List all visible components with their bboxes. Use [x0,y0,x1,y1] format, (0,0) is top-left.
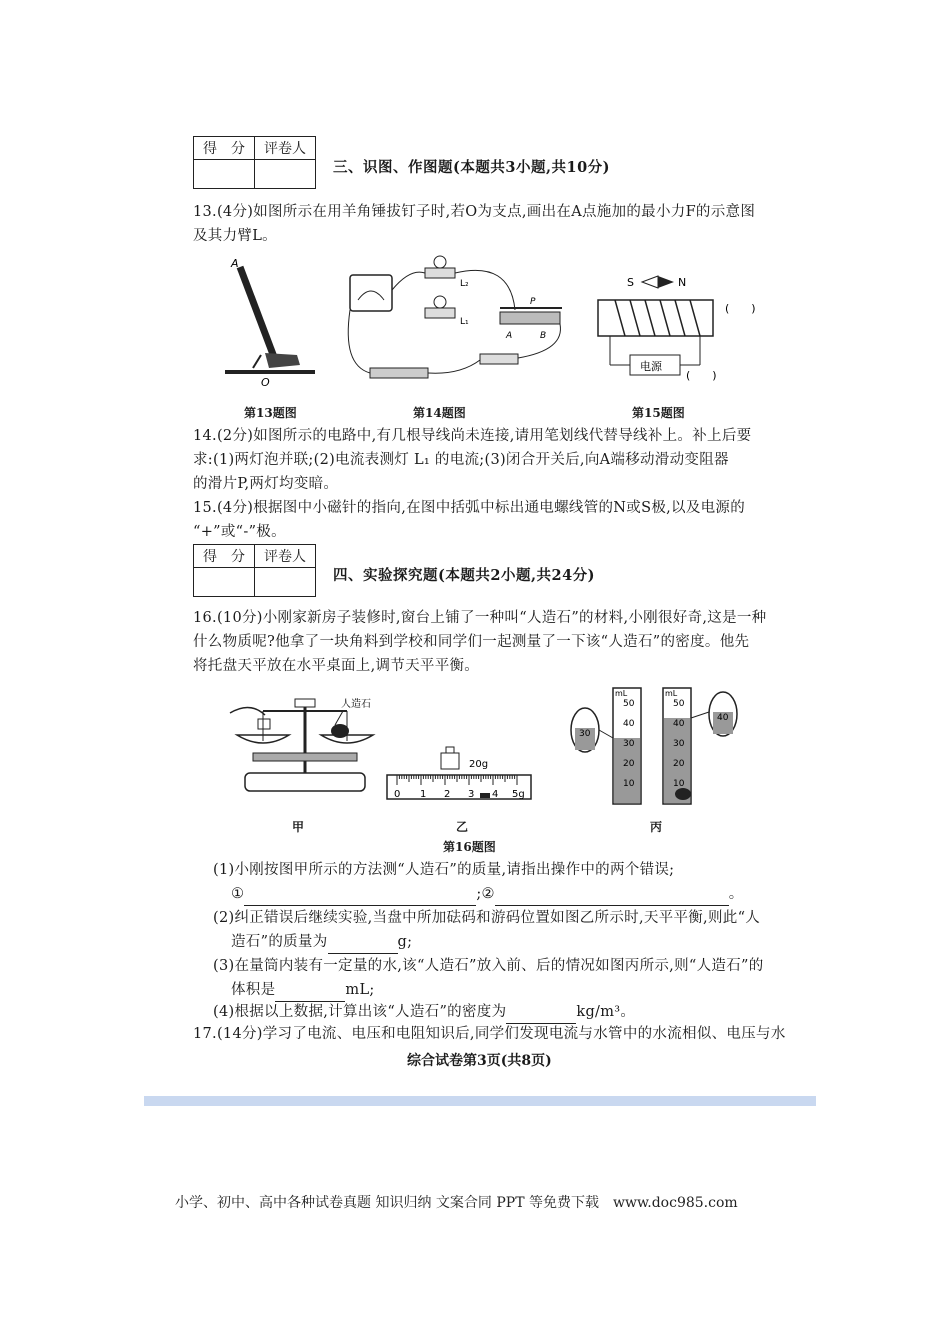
q14-line1: 14.(2分)如图所示的电路中,有几根导线尚未连接,请用笔划线代替导线补上。补上后要 [193,428,752,444]
fig16-balance [225,693,390,803]
cyl2-tick-10: 10 [673,779,685,789]
grader-cell [255,160,316,189]
caption-14: 第14题图 [413,406,466,420]
page-footer: 综合试卷第3页(共8页) [407,1053,552,1069]
cyl1-tick-10: 10 [623,779,635,789]
q16-sub3-line2 [231,978,375,1002]
ruler-tick-3: 3 [468,789,475,800]
zoom-after-value: 40 [717,713,729,723]
bulb-l2 [434,256,446,268]
rheostat [500,312,560,324]
q13-line2: 及其力臂L。 [193,228,277,244]
bottom-ad-text: 小学、初中、高中各种试卷真题 知识归纳 文案合同 PPT 等免费下载 www.doc985.com [175,1195,738,1211]
fig13-hammer [225,255,315,390]
score-box-section3 [193,136,316,189]
sub1-end: 。 [728,886,744,902]
cyl2-tick-40: 40 [673,719,685,729]
fig14-a: A [506,331,513,341]
cyl2-unit: mL [665,689,678,698]
ruler-tick-2: 2 [444,789,451,800]
caption-15: 第15题图 [632,406,685,420]
cyl1-tick-40: 40 [623,719,635,729]
q15-line1: 15.(4分)根据图中小磁针的指向,在图中括弧中标出通电螺线管的N或S极,以及电源的 [193,500,746,516]
caption-yi: 乙 [456,820,469,834]
cyl1-tick-30: 30 [623,739,635,749]
ammeter [350,275,392,311]
ruler-tick-0: 0 [394,789,401,800]
section4-title: 四、实验探究题(本题共2小题,共24分) [333,567,596,584]
sub1-mark-a: ① [231,886,245,902]
score-cell [194,568,255,597]
grader-label: 评卷人 [255,545,316,568]
fig14-p: P [530,297,536,307]
caption-16: 第16题图 [443,840,496,854]
section3-title: 三、识图、作图题(本题共3小题,共10分) [333,159,611,176]
sub2-unit: g; [397,934,413,950]
grader-label: 评卷人 [255,137,316,160]
sub1-mark-b: ;② [476,886,495,902]
weight-20g [441,753,459,769]
cyl2-tick-20: 20 [673,759,685,769]
rider [480,793,490,798]
bulb-l1 [434,296,446,308]
stone-in-cylinder [675,788,691,800]
q16-sub2-line2 [231,930,412,954]
artificial-stone [331,724,349,738]
caption-jia: 甲 [292,820,305,834]
q16-line2: 什么物质呢?他拿了一块角料到学校和同学们一起测量了一下该“人造石”的密度。他先 [193,634,750,650]
fig15-paren2: ( ) [686,369,717,382]
q16-sub1-answers [231,882,744,906]
score-cell [194,160,255,189]
q15-line2: “+”或“-”极。 [193,524,286,540]
cyl2-tick-50: 50 [673,699,685,709]
q16-line3: 将托盘天平放在水平桌面上,调节天平平衡。 [193,658,480,674]
zoom-before-value: 30 [579,729,591,739]
cyl1-tick-20: 20 [623,759,635,769]
answer-blank-error2[interactable] [495,887,729,906]
divider-bar [144,1096,816,1106]
score-box-section4 [193,544,316,597]
q14-line2: 求:(1)两灯泡并联;(2)电流表测灯 L₁ 的电流;(3)闭合开关后,向A端移动滑动变阻器 [193,452,729,468]
caption-13: 第13题图 [244,406,297,420]
fig14-l1: L₁ [460,317,469,327]
fig15-paren1: ( ) [725,302,756,315]
caption-bing: 丙 [650,820,663,834]
grader-cell [255,568,316,597]
ruler-tick-1: 1 [420,789,427,800]
sub4-unit: kg/m³。 [576,1004,636,1020]
cyl1-unit: mL [615,689,628,698]
cyl2-tick-30: 30 [673,739,685,749]
fig15-s: S [627,276,634,289]
battery [370,368,428,378]
weight-label: 20g [469,759,489,770]
q14-line3: 的滑片P,两灯均变暗。 [193,476,339,492]
fig14-circuit [340,250,575,390]
ruler-tick-4: 4 [492,789,499,800]
stone-label: 人造石 [341,699,371,710]
fig15-n: N [678,276,687,289]
fig13-label-a: A [231,257,239,270]
fig13-label-o: O [261,376,270,389]
q16-line1: 16.(10分)小刚家新房子装修时,窗台上铺了一种叫“人造石”的材料,小刚很好奇,这是一种 [193,610,767,626]
fig16-ruler [385,745,533,803]
q16-sub4 [213,1000,635,1024]
q16-sub1: (1)小刚按图甲所示的方法测“人造石”的质量,请指出操作中的两个错误; [213,862,675,878]
sub3-unit: mL; [345,982,375,998]
sub3-text: 体积是 [231,982,276,998]
ruler-tick-5: 5g [512,789,525,800]
fig15-solenoid [590,262,770,387]
fig15-source: 电源 [640,360,662,373]
sub4-text: (4)根据以上数据,计算出该“人造石”的密度为 [213,1004,507,1020]
answer-blank-mass[interactable] [328,935,398,954]
fig16-cylinders [563,682,753,807]
answer-blank-error1[interactable] [244,887,476,906]
switch [480,354,518,364]
cyl1-tick-50: 50 [623,699,635,709]
sub2-text: 造石”的质量为 [231,934,328,950]
q16-sub2-line1: (2)纠正错误后继续实验,当盘中所加砝码和游码位置如图乙所示时,天平平衡,则此“人 [213,910,761,926]
q13-line1: 13.(4分)如图所示在用羊角锤拔钉子时,若O为支点,画出在A点施加的最小力F的示意图 [193,204,756,220]
q17-line1: 17.(14分)学习了电流、电压和电阻知识后,同学们发现电流与水管中的水流相似、电压与水 [193,1026,786,1042]
q16-sub3-line1: (3)在量筒内装有一定量的水,该“人造石”放入前、后的情况如图丙所示,则“人造石”的 [213,958,764,974]
score-label: 得 分 [194,545,255,568]
fig14-b: B [540,331,547,341]
fig14-l2: L₂ [460,279,469,289]
score-label: 得 分 [194,137,255,160]
